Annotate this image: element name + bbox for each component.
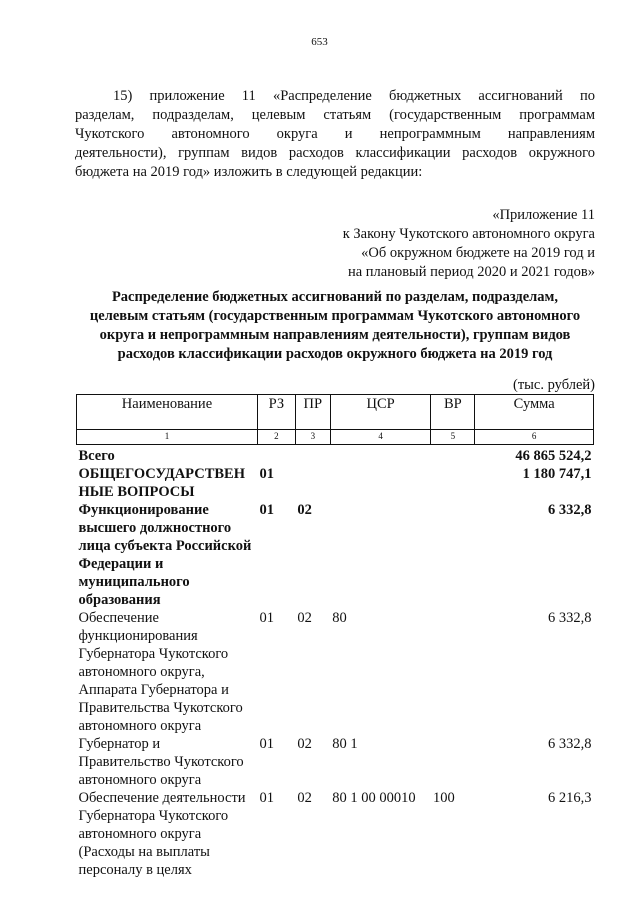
cell-sum: 1 180 747,1 (522, 466, 592, 482)
cell-name-line: Губернатора Чукотского (78, 646, 229, 662)
column-number: 3 (295, 430, 330, 445)
cell-name-line: муниципального (78, 574, 190, 590)
cell-name-line: высшего должностного (78, 520, 232, 536)
header-pr: ПР (295, 395, 330, 430)
table-row (77, 609, 594, 735)
cell-csr (330, 447, 431, 465)
appendix-line: «Об окружном бюджете на 2019 год и (361, 245, 595, 261)
column-number-row (77, 430, 594, 445)
cell-vr (431, 609, 475, 735)
intro-line: Чукотского автономного округа и непрограммным направлениям (75, 126, 595, 142)
title-line: расходов классификации расходов окружного бюджета на 2019 год (117, 346, 553, 362)
cell-vr (431, 735, 475, 789)
table-header-row (77, 395, 594, 430)
cell-name-line: Губернатор и (78, 736, 161, 752)
column-number: 4 (330, 430, 431, 445)
cell-vr: 100 (432, 790, 455, 806)
cell-name (77, 501, 258, 609)
title-line: Распределение бюджетных ассигнований по разделам, подразделам, (111, 289, 559, 305)
cell-name-line: автономного округа (78, 772, 202, 788)
header-rz: РЗ (257, 395, 295, 430)
cell-pr: 02 (297, 790, 312, 806)
cell-sum: 6 332,8 (548, 610, 592, 626)
cell-name (77, 609, 258, 735)
cell-sum: 6 216,3 (548, 790, 592, 806)
cell-csr (330, 465, 431, 501)
cell-name (77, 465, 258, 501)
appendix-line: «Приложение 11 (492, 207, 595, 223)
header-csr: ЦСР (330, 395, 431, 430)
cell-rz (257, 447, 295, 465)
cell-name-line: Обеспечение деятельности (78, 790, 246, 806)
cell-name-line: автономного округа (78, 826, 202, 842)
table-row (77, 735, 594, 789)
cell-pr: 02 (297, 736, 312, 752)
cell-name-line: ОБЩЕГОСУДАРСТВЕН (78, 466, 245, 482)
cell-pr: 02 (297, 610, 312, 626)
cell-name-line: Правительство Чукотского (78, 754, 244, 770)
cell-rz: 01 (259, 736, 274, 752)
intro-line: 15) приложение 11 «Распределение бюджетных ассигнований по (113, 88, 595, 104)
cell-csr: 80 1 (332, 736, 358, 752)
cell-name-line: Функционирование (78, 502, 209, 518)
cell-name-line: персоналу в целях (78, 862, 192, 878)
cell-name-line: Обеспечение (78, 610, 159, 626)
header-vr: ВР (431, 395, 475, 430)
cell-name-line: образования (78, 592, 161, 608)
cell-name-line: НЫЕ ВОПРОСЫ (78, 484, 195, 500)
cell-name-line: лица субъекта Российской (78, 538, 252, 554)
cell-name-line: Федерации и (78, 556, 164, 572)
appendix-reference (295, 206, 595, 282)
appendix-line: на плановый период 2020 и 2021 годов» (347, 264, 595, 280)
cell-rz: 01 (259, 610, 274, 626)
header-sum: Сумма (475, 395, 594, 430)
cell-csr: 80 (332, 610, 347, 626)
cell-rz: 01 (259, 790, 274, 806)
units-label: (тыс. рублей) (513, 377, 595, 393)
table-row (77, 501, 594, 609)
cell-name (77, 447, 258, 465)
cell-name (77, 735, 258, 789)
table-row (77, 447, 594, 465)
column-number: 5 (431, 430, 475, 445)
cell-name-line: Губернатора Чукотского (78, 808, 229, 824)
cell-vr (431, 465, 475, 501)
cell-name-line: Аппарата Губернатора и (78, 682, 229, 698)
cell-name (77, 789, 258, 879)
cell-sum: 46 865 524,2 (515, 448, 592, 464)
cell-name-line: автономного округа, (78, 664, 205, 680)
column-number: 1 (77, 430, 258, 445)
intro-paragraph (75, 87, 595, 182)
cell-name-line: Всего (78, 448, 115, 464)
title-line: округа и непрограммным направлениям деятельности), группам видов (99, 327, 571, 343)
column-number: 2 (257, 430, 295, 445)
cell-pr (295, 465, 330, 501)
cell-csr: 80 1 00 00010 (332, 790, 416, 806)
table-row (77, 465, 594, 501)
cell-vr (431, 447, 475, 465)
cell-pr (295, 447, 330, 465)
header-name: Наименование (77, 395, 258, 430)
intro-line: бюджета на 2019 год» изложить в следующей редакции: (75, 164, 423, 180)
intro-line: разделам, подразделам, целевым статьям (государственным программам (75, 107, 595, 123)
title-line: целевым статьям (государственным программам Чукотского автономного (89, 308, 581, 324)
budget-table (76, 394, 594, 879)
column-number: 6 (475, 430, 594, 445)
cell-sum: 6 332,8 (548, 736, 592, 752)
cell-sum: 6 332,8 (548, 502, 592, 518)
cell-name-line: функционирования (78, 628, 198, 644)
page-number: 653 (311, 36, 328, 48)
appendix-line: к Закону Чукотского автономного округа (342, 226, 595, 242)
cell-csr (330, 501, 431, 609)
cell-vr (431, 501, 475, 609)
intro-line: деятельности), группам видов расходов классификации расходов окружного (75, 145, 595, 161)
cell-pr: 02 (297, 502, 312, 518)
cell-name-line: автономного округа (78, 718, 202, 734)
cell-name-line: Правительства Чукотского (78, 700, 243, 716)
document-title (75, 288, 595, 364)
cell-rz: 01 (259, 466, 274, 482)
cell-name-line: (Расходы на выплаты (78, 844, 210, 860)
cell-rz: 01 (259, 502, 274, 518)
table-row (77, 789, 594, 879)
